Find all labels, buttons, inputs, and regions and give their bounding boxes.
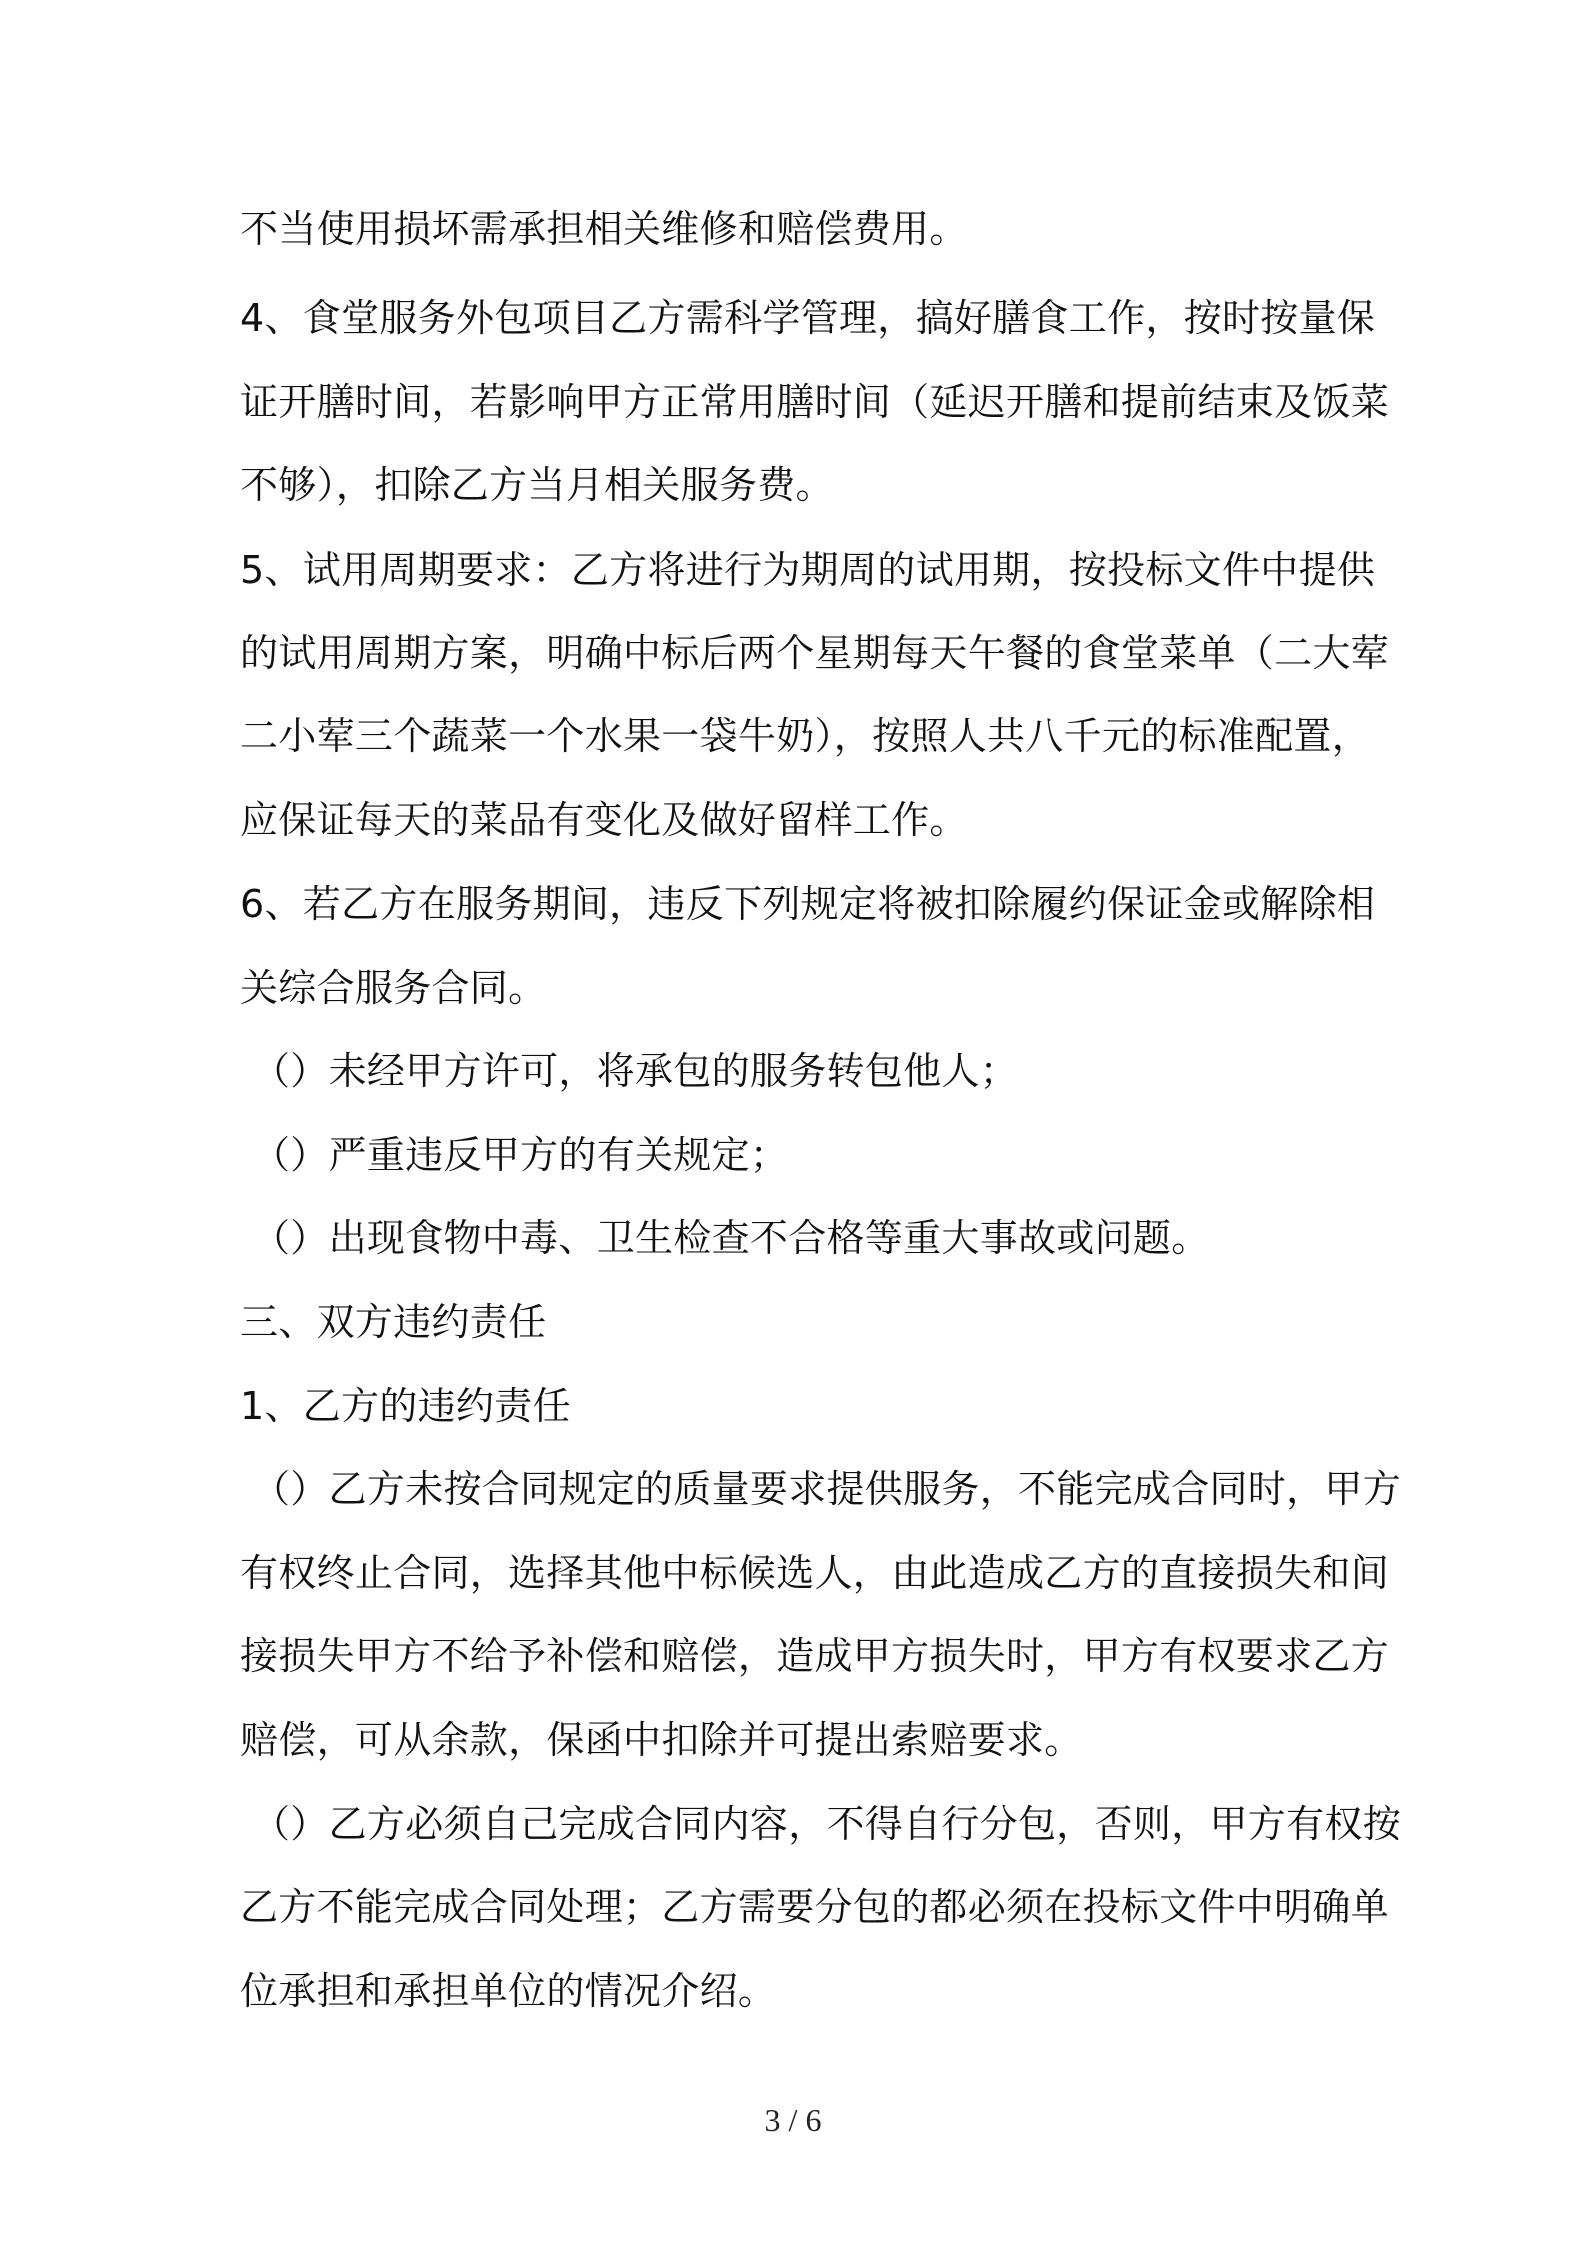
paragraph-line-9: 6、若乙方在服务期间，违反下列规定将被扣除履约保证金或解除相 <box>240 882 1376 926</box>
section-heading: 三、双方违约责任 <box>240 1300 547 1344</box>
paragraph-line-22: 位承担和承担单位的情况介绍。 <box>240 1969 777 2013</box>
paragraph-line-5: 5、试用周期要求：乙方将进行为期周的试用期，按投标文件中提供 <box>240 548 1376 592</box>
list-item-line-13: （）出现食物中毒、卫生检查不合格等重大事故或问题。 <box>252 1216 1210 1260</box>
paragraph-line-4: 不够），扣除乙方当月相关服务费。 <box>240 463 834 507</box>
page-number: 3 / 6 <box>764 2102 822 2138</box>
paragraph-line-1: 不当使用损坏需承担相关维修和赔偿费用。 <box>240 207 968 251</box>
paragraph-line-7: 二小荤三个蔬菜一个水果一袋牛奶），按照人共八千元的标准配置， <box>240 714 1371 758</box>
list-item-line-12: （）严重违反甲方的有关规定； <box>252 1133 789 1177</box>
subsection-heading: 1、乙方的违约责任 <box>240 1384 571 1428</box>
paragraph-line-8: 应保证每天的菜品有变化及做好留样工作。 <box>240 798 968 842</box>
paragraph-line-18: 接损失甲方不给予补偿和赔偿，造成甲方损失时，甲方有权要求乙方 <box>240 1634 1390 1678</box>
paragraph-line-3: 证开膳时间，若影响甲方正常用膳时间（延迟开膳和提前结束及饭菜 <box>240 380 1390 424</box>
paragraph-line-17: 有权终止合同，选择其他中标候选人，由此造成乙方的直接损失和间 <box>240 1551 1390 1595</box>
paragraph-line-10: 关综合服务合同。 <box>240 966 547 1010</box>
paragraph-line-2: 4、食堂服务外包项目乙方需科学管理，搞好膳食工作，按时按量保 <box>240 296 1376 340</box>
paragraph-line-6: 的试用周期方案，明确中标后两个星期每天午餐的食堂菜单（二大荤 <box>240 631 1390 675</box>
paragraph-line-16: （）乙方未按合同规定的质量要求提供服务，不能完成合同时，甲方 <box>252 1467 1402 1511</box>
paragraph-line-19: 赔偿，可从余款，保函中扣除并可提出索赔要求。 <box>240 1718 1083 1762</box>
paragraph-line-21: 乙方不能完成合同处理；乙方需要分包的都必须在投标文件中明确单 <box>240 1885 1390 1929</box>
list-item-line-11: （）未经甲方许可，将承包的服务转包他人； <box>252 1049 1019 1093</box>
paragraph-line-20: （）乙方必须自己完成合同内容，不得自行分包，否则，甲方有权按 <box>252 1802 1402 1846</box>
